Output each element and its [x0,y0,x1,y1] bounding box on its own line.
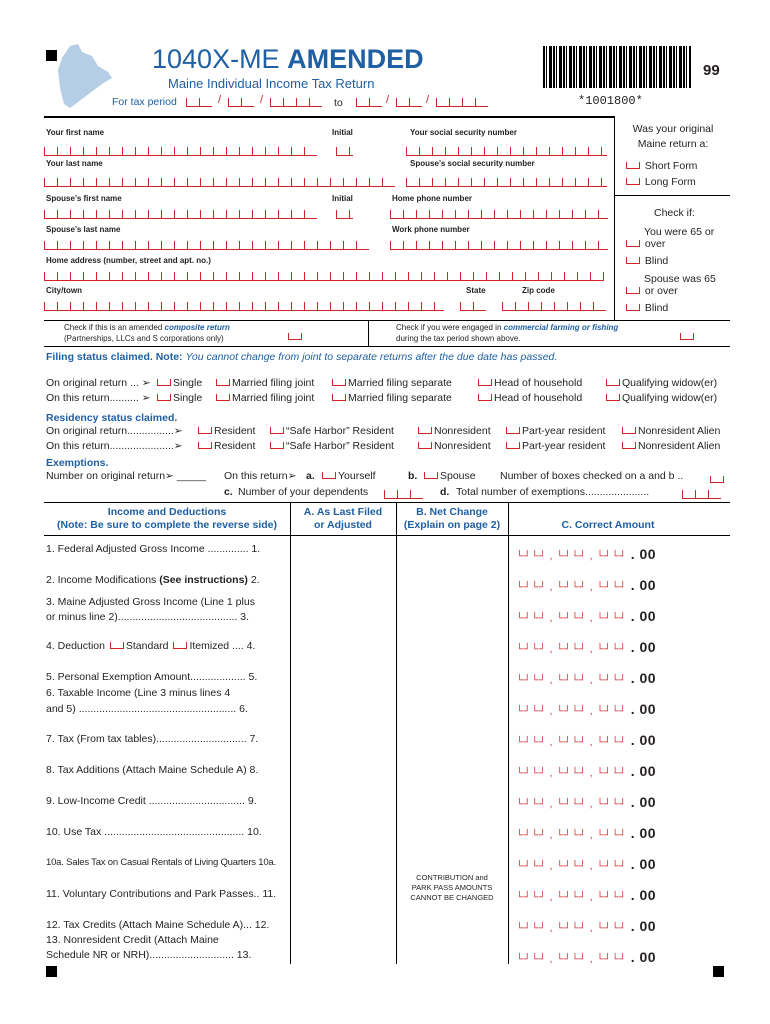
filing-this-mfs[interactable]: Married filing separate [330,392,452,404]
blind-you-option[interactable]: Blind [624,255,668,267]
line-10-label: 10. Use Tax ................................................ 10. [46,826,262,838]
exemptions-d-label: d. [440,486,450,498]
line-5-label: 5. Personal Exemption Amount................... 5. [46,671,258,683]
line-10-amount[interactable]: └┘└┘ , └┘└┘ , └┘└┘ . 00 [516,825,657,841]
line-12-amount[interactable]: └┘└┘ , └┘└┘ , └┘└┘ . 00 [516,918,657,934]
filing-this-mfj[interactable]: Married filing joint [214,392,314,404]
line-7-label: 7. Tax (From tax tables)............................... 7. [46,733,259,745]
line-7-amount[interactable]: └┘└┘ , └┘└┘ , └┘└┘ . 00 [516,732,657,748]
line-13-label: 13. Nonresident Credit (Attach Maine [46,934,219,946]
filing-orig-mfj[interactable]: Married filing joint [214,377,314,389]
registration-mark [46,966,57,977]
line-1-amount[interactable]: └┘└┘ , └┘└┘ , └┘└┘ . 00 [516,546,657,562]
res-orig-nonresident[interactable]: Nonresident [416,425,491,437]
line-5-amount[interactable]: └┘└┘ , └┘└┘ , └┘└┘ . 00 [516,670,657,686]
to-label: to [334,97,343,109]
spouse-initial-input[interactable] [336,210,353,219]
filing-orig-hoh[interactable]: Head of household [476,377,582,389]
spouse-last-name-label: Spouse’s last name [46,225,121,234]
state-label: State [466,286,486,295]
first-name-label: Your first name [46,128,105,137]
filing-orig-qw[interactable]: Qualifying widow(er) [604,377,717,389]
composite-checkbox[interactable] [288,333,302,340]
farming-text: Check if you were engaged in commercial farming or fishing during the tax period shown above. [396,323,619,343]
maine-map-icon [52,44,114,110]
col-a-header: A. As Last Filed or Adjusted [303,506,383,531]
filing-orig-single[interactable]: Single [155,377,202,389]
home-address-label: Home address (number, street and apt. no.) [46,256,211,265]
res-this-part-year[interactable]: Part-year resident [504,440,605,452]
barcode [543,46,691,88]
exemptions-spouse[interactable]: Spouse [422,470,476,482]
blind-spouse-checkbox[interactable] [626,304,640,311]
ssn-label: Your social security number [410,128,517,137]
form-subtitle: Maine Individual Income Tax Return [168,76,375,91]
line-6-label-cont: and 5) ...................................................... 6. [46,703,248,715]
boxes-checked-label: Number of boxes checked on a and b .. [500,470,684,482]
dependents-input[interactable] [384,490,423,499]
tax-period-to-month[interactable] [356,98,382,107]
farming-checkbox[interactable] [680,333,694,340]
deduction-standard-checkbox[interactable] [110,642,124,649]
col-c-header: C. Correct Amount [561,519,655,531]
residency-heading: Residency status claimed. [46,412,178,424]
deduction-itemized-checkbox[interactable] [173,642,187,649]
blind-spouse-option[interactable]: Blind [624,302,668,314]
composite-text: Check if this is an amended composite return (Partnerships, LLCs and S corporations only) [64,323,230,343]
tax-period-to-year[interactable] [436,98,488,107]
line-11-amount[interactable]: └┘└┘ , └┘└┘ , └┘└┘ . 00 [516,887,657,903]
spouse-ssn-label: Spouse’s social security number [410,159,535,168]
home-phone-label: Home phone number [392,194,473,203]
line-4-amount[interactable]: └┘└┘ , └┘└┘ , └┘└┘ . 00 [516,639,657,655]
exemptions-original[interactable]: Number on original return➢ _____ [46,470,206,482]
total-exemptions-label: Total number of exemptions...................... [456,486,650,498]
you-65-checkbox[interactable] [626,240,640,247]
tax-period-to-day[interactable] [396,98,422,107]
initial-label: Initial [332,128,353,137]
col-b-header: B. Net Change (Explain on page 2) [403,506,501,531]
check-if-label: Check if: [654,207,695,219]
col-income-header: Income and Deductions (Note: Be sure to complete the reverse side) [57,506,277,531]
spouse-first-name-label: Spouse’s first name [46,194,122,203]
line-6-label: 6. Taxable Income (Line 3 minus lines 4 [46,687,231,699]
long-form-option[interactable]: Long Form [624,176,696,188]
first-name-input[interactable] [44,147,317,156]
long-form-checkbox[interactable] [626,178,640,185]
dependents-label: Number of your dependents [238,486,369,498]
res-this-nonresident[interactable]: Nonresident [416,440,491,452]
filing-orig-mfs[interactable]: Married filing separate [330,377,452,389]
spouse-65-option[interactable]: Spouse was 65 or over [624,273,716,297]
form-code: 1040X-ME [152,44,280,74]
tax-period-label: For tax period [112,96,177,108]
tax-period-from-month[interactable] [186,98,212,107]
barcode-text: *1001800* [578,94,643,108]
line-13-label-cont: Schedule NR or NRH)............................. 13. [46,949,252,961]
initial-input[interactable] [336,147,353,156]
zip-label: Zip code [522,286,555,295]
registration-mark [713,966,724,977]
exemptions-yourself[interactable]: Yourself [320,470,376,482]
form-amended: AMENDED [287,44,424,74]
res-this-resident[interactable]: Resident [196,440,255,452]
line-9-amount[interactable]: └┘└┘ , └┘└┘ , └┘└┘ . 00 [516,794,657,810]
line-10a-label: 10a. Sales Tax on Casual Rentals of Living Quarters 10a. [46,857,276,868]
residency-this-label: On this return......................➢ [46,440,183,452]
line-2-amount[interactable]: └┘└┘ , └┘└┘ , └┘└┘ . 00 [516,577,657,593]
you-65-option[interactable]: You were 65 or over [624,226,714,250]
exemptions-a-label: a. [306,470,315,482]
line-6-amount[interactable]: └┘└┘ , └┘└┘ , └┘└┘ . 00 [516,701,657,717]
city-label: City/town [46,286,82,295]
line-10a-amount[interactable]: └┘└┘ , └┘└┘ , └┘└┘ . 00 [516,856,657,872]
tax-period-from-day[interactable] [228,98,254,107]
res-this-nr-alien[interactable]: Nonresident Alien [620,440,720,452]
spouse-last-name-input[interactable] [44,241,369,250]
res-orig-nr-alien[interactable]: Nonresident Alien [620,425,720,437]
exemptions-b-label: b. [408,470,418,482]
home-phone-input[interactable] [390,210,608,219]
line-8-label: 8. Tax Additions (Attach Maine Schedule A) 8. [46,764,259,776]
contribution-note: CONTRIBUTION and PARK PASS AMOUNTS CANNOT BE CHANGED [410,873,494,902]
short-form-checkbox[interactable] [626,162,640,169]
work-phone-input[interactable] [390,241,608,250]
line-11-label: 11. Voluntary Contributions and Park Passes.. 11. [46,888,277,900]
filing-original-row: On original return ... ➢ [46,377,151,389]
zip-input[interactable] [502,302,606,311]
line-13-amount[interactable]: └┘└┘ , └┘└┘ , └┘└┘ . 00 [516,949,657,965]
res-orig-part-year[interactable]: Part-year resident [504,425,605,437]
ssn-input[interactable] [406,147,607,156]
blind-you-checkbox[interactable] [626,257,640,264]
line-4-label: 4. Deduction Standard Itemized .... 4. [46,640,256,652]
exemptions-c-label: c. [224,486,233,498]
was-original-label: Was your original Maine return a: [632,123,714,150]
last-name-label: Your last name [46,159,103,168]
spouse-ssn-input[interactable] [406,178,607,187]
residency-original-label: On original return................➢ [46,425,183,437]
city-input[interactable] [44,302,444,311]
line-2-label: 2. Income Modifications (See instructions) 2. [46,574,260,586]
boxes-checked-input[interactable] [710,476,724,483]
res-orig-safe-harbor[interactable]: “Safe Harbor” Resident [268,425,394,437]
work-phone-label: Work phone number [392,225,470,234]
spouse-initial-label: Initial [332,194,353,203]
state-input[interactable] [460,302,486,311]
tax-period-from-year[interactable] [270,98,322,107]
res-this-safe-harbor[interactable]: “Safe Harbor” Resident [268,440,394,452]
line-8-amount[interactable]: └┘└┘ , └┘└┘ , └┘└┘ . 00 [516,763,657,779]
line-9-label: 9. Low-Income Credit ................................. 9. [46,795,257,807]
filing-status-heading: Filing status claimed. Note: You cannot change from joint to separate returns after the due date has passed. [46,351,558,363]
tax-year: 99 [703,62,720,79]
res-orig-resident[interactable]: Resident [196,425,255,437]
exemptions-heading: Exemptions. [46,457,109,469]
total-exemptions-input[interactable] [682,490,721,499]
filing-this-qw[interactable]: Qualifying widow(er) [604,392,717,404]
filing-this-single[interactable]: Single [155,392,202,404]
line-3-amount[interactable]: └┘└┘ , └┘└┘ , └┘└┘ . 00 [516,608,657,624]
line-3-label: 3. Maine Adjusted Gross Income (Line 1 plus [46,596,255,608]
filing-this-row: On this return.......... ➢ [46,392,151,404]
last-name-input[interactable] [44,178,395,187]
home-address-input[interactable] [44,272,604,281]
exemptions-this-label: On this return➢ [224,470,297,482]
spouse-65-checkbox[interactable] [626,287,640,294]
line-1-label: 1. Federal Adjusted Gross Income .............. 1. [46,543,261,555]
line-12-label: 12. Tax Credits (Attach Maine Schedule A)... 12. [46,919,270,931]
filing-this-hoh[interactable]: Head of household [476,392,582,404]
line-3-label-cont: or minus line 2)......................................... 3. [46,611,250,623]
spouse-first-name-input[interactable] [44,210,317,219]
short-form-option[interactable]: Short Form [624,160,697,172]
